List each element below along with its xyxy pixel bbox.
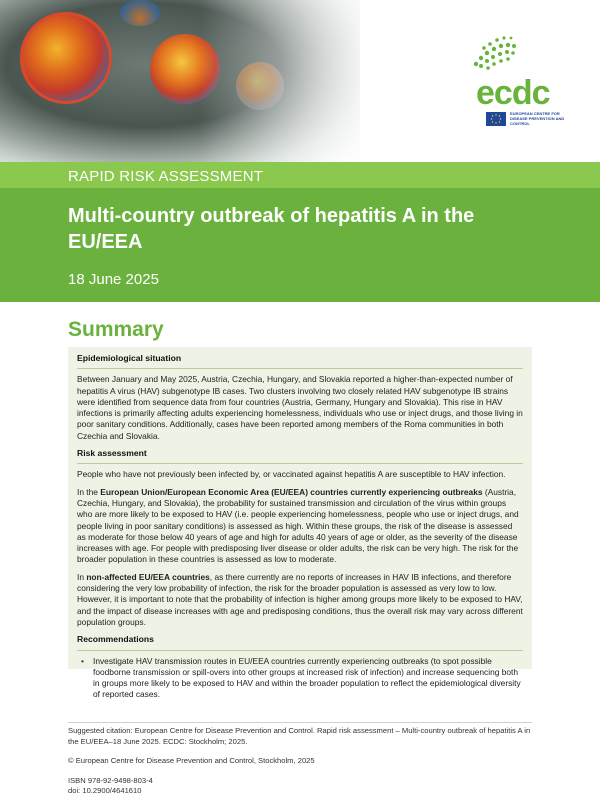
isbn: ISBN 978-92-9498-803-4 [68, 776, 153, 785]
epi-text: Between January and May 2025, Austria, Czechia, Hungary, and Slovakia reported a higher-than-expected number of hepatitis A virus (HAV) subgenotype IB cases. Two clusters involving two closely related HAV subgenotype IB strains were identified from sequence data from four countries (Austria, Germany, Hungary and Slovakia). This rise in HAV infections is primarily affecting adults experiencing homelessness, individuals who use or inject drugs, and those living in poor sanitary conditions. Additionally, cases have been reported among members of the Roma communities in both Czechia and Slovakia. [77, 374, 523, 441]
isbn-doi [68, 776, 153, 796]
ecdc-logo [466, 30, 576, 130]
document-title: Multi-country outbreak of hepatitis A in the EU/EEA [68, 205, 475, 253]
affected-text: (Austria, Czechia, Hungary, and Slovakia), the probability for sustained transmission and circulation of the virus within groups who are more likely to be exposed to HAV (i.e. people experiencing homelessness, people who use or inject drugs, and people living in poor sanitary conditions) is assessed as high. Within these groups, the risk of the disease is assessed as moderate for those below 40 years of age and high for adults 40 years of age or older, as the severity of the disease increases with age. For people with predisposing liver disease or older adults, the risk can be very high. The risk for the broader population in these countries is assessed as low to moderate. [77, 486, 519, 565]
ecdc-wordmark: ecdc [476, 74, 550, 112]
risk-intro: People who have not previously been infected by, or vaccinated against hepatitis A are susceptible to HAV infection. [77, 469, 506, 480]
risk-heading: Risk assessment [77, 448, 147, 459]
globe-icon [468, 34, 518, 74]
divider [77, 650, 523, 651]
nonaffected-lead: In [77, 571, 87, 582]
affected-bold: European Union/European Economic Area (EU/EEA) countries currently experiencing outbreaks [100, 486, 483, 497]
affected-countries-paragraph [77, 487, 523, 566]
epi-heading: Epidemiological situation [77, 353, 182, 363]
nonaffected-bold: non-affected EU/EEA countries [86, 571, 210, 582]
affected-lead: In the [77, 486, 101, 497]
recommendations-heading: Recommendations [77, 634, 154, 645]
recommendations-list [77, 656, 523, 701]
recommendation-item: • Investigate HAV transmission routes in EU/EEA countries currently experiencing outbreaks (to spot possible foodborne transmission or spill-overs into other groups at increased risk of infection) and increase sequencing both in groups more likely to be exposed to HAV and within the broader population to reflect the epidemiological diversity of reported cases. [77, 656, 523, 701]
report-type: RAPID RISK ASSESSMENT [68, 168, 264, 185]
summary-content [77, 353, 523, 701]
eu-flag-icon [486, 112, 506, 126]
virus-particle-icon [120, 0, 160, 26]
hero-fade [200, 0, 420, 162]
summary-box [68, 347, 532, 700]
suggested-citation: Suggested citation: European Centre for Disease Prevention and Control. Rapid risk assessment – Multi-country outbreak of hepatitis A in the EU/EEA–18 June 2025. ECDC: Stockholm; 2025. [68, 726, 531, 746]
nonaffected-text: , as there currently are no reports of increases in HAV IB infections, and therefore considering the very low probability of infection, the risk for the broader population is assessed as very low to low. However, it is important to note that the probability of infection is higher among groups more likely to be exposed to HAV, and the impact of disease increases with age and predisposing conditions, thus the overall risk may vary across different population groups. [77, 571, 523, 627]
copyright: © European Centre for Disease Prevention and Control, Stockholm, 2025 [68, 756, 315, 765]
footer-divider [68, 722, 532, 723]
ecdc-logo-subtitle: EUROPEAN CENTRE FOR DISEASE PREVENTION AND CONTROL [510, 111, 565, 126]
virus-particle-icon [20, 12, 112, 104]
summary-heading: Summary [68, 318, 164, 341]
publication-date: 18 June 2025 [68, 271, 159, 288]
divider [77, 463, 523, 464]
nonaffected-countries-paragraph [77, 572, 523, 628]
doi: doi: 10.2900/4641610 [68, 786, 142, 795]
divider [77, 368, 523, 369]
